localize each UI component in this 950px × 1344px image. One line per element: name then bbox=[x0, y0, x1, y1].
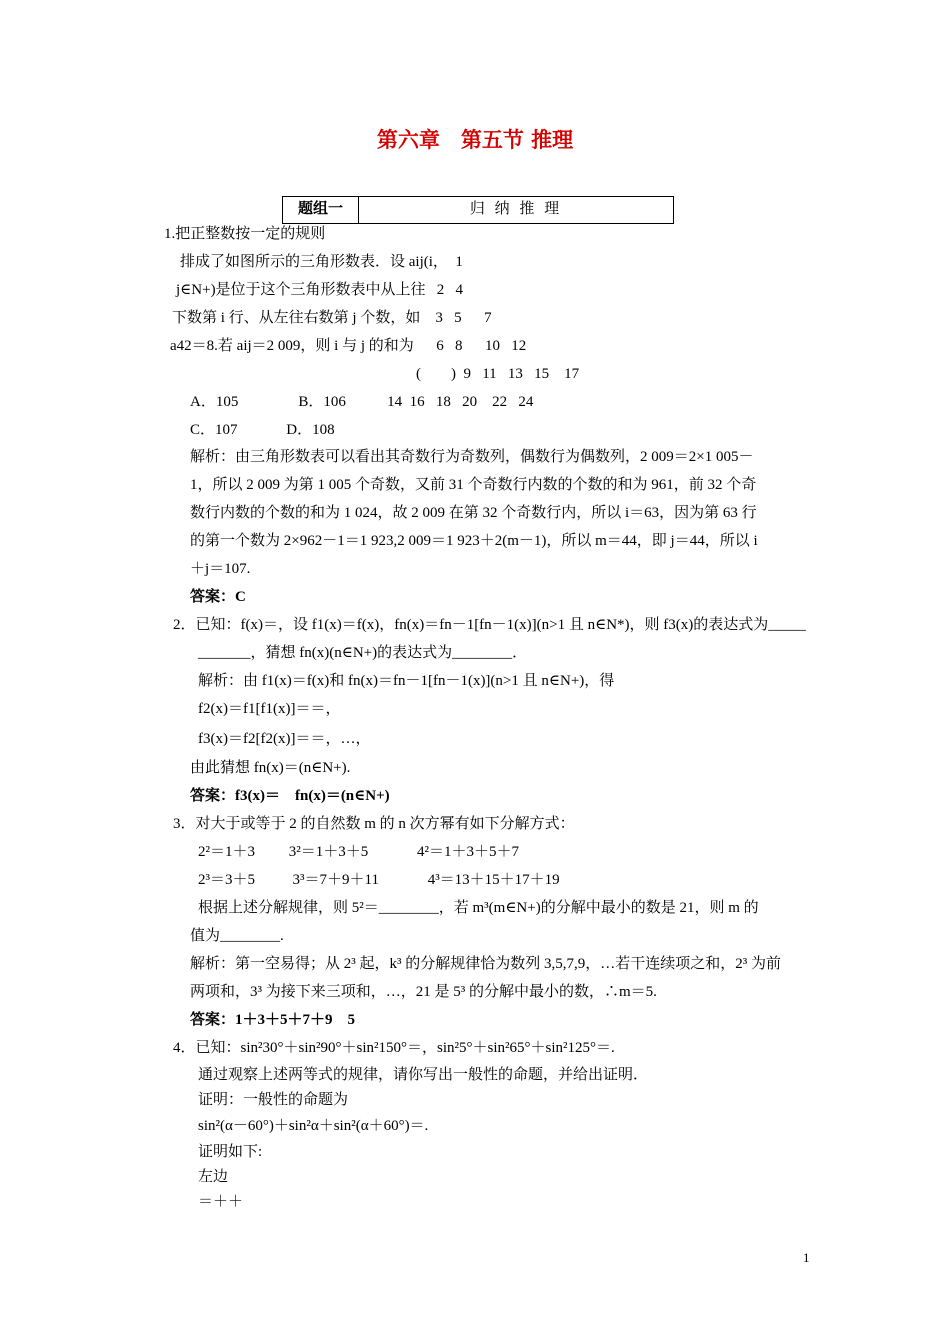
section-label: 题组一 bbox=[283, 197, 359, 223]
problem-1-options: A．105 B．106 14 16 18 20 22 24 bbox=[190, 394, 534, 410]
problem-3-line: 2²＝1＋3 3²＝1＋3＋5 4²＝1＋3＋5＋7 bbox=[198, 844, 519, 860]
problem-1-line: 排成了如图所示的三角形数表．设 aij(i， 1 bbox=[180, 254, 463, 270]
solution-line: 解析：由三角形数表可以看出其奇数行为奇数列，偶数行为偶数列，2 009＝2×1 005－ bbox=[190, 449, 754, 465]
problem-1-options: C．107 D．108 bbox=[190, 422, 335, 438]
section-topic: 归 纳 推 理 bbox=[469, 201, 563, 217]
problem-1-line: ( ) 9 11 13 15 17 bbox=[416, 366, 580, 382]
proof-line: sin²(α－60°)＋sin²α＋sin²(α＋60°)＝. bbox=[198, 1118, 429, 1134]
solution-line: 由此猜想 fn(x)＝(n∈N+). bbox=[190, 760, 351, 776]
solution-line: f3(x)＝f2[f2(x)]＝＝，…， bbox=[198, 731, 371, 747]
solution-line: 的第一个数为 2×962－1＝1 923,2 009＝1 923＋2(m－1)，所以 m＝44，即 j＝44，所以 i bbox=[190, 533, 758, 549]
problem-3-line: 2³＝3＋5 3³＝7＋9＋11 4³＝13＋15＋17＋19 bbox=[198, 872, 560, 888]
solution-line: 数行内数的个数的和为 1 024，故 2 009 在第 32 个奇数行内，所以 i＝63，因为第 63 行 bbox=[190, 505, 757, 521]
problem-1-line: a42＝8.若 aij＝2 009，则 i 与 j 的和为 6 8 10 12 bbox=[170, 338, 527, 354]
proof-line: ＝＋＋ bbox=[198, 1194, 244, 1210]
solution-line: 解析：第一空易得；从 2³ 起，k³ 的分解规律恰为数列 3,5,7,9，…若干连续项之和，2³ 为前 bbox=[190, 956, 781, 972]
section-box bbox=[282, 196, 674, 224]
solution-line: 解析：由 f1(x)＝f(x)和 fn(x)＝fn－1[fn－1(x)](n>1 且 n∈N+)，得 bbox=[198, 673, 615, 689]
problem-3-line: 值为________. bbox=[190, 928, 284, 944]
solution-line: 两项和，3³ 为接下来三项和，…，21 是 5³ 的分解中最小的数，∴m＝5. bbox=[190, 984, 657, 1000]
page-number: 1 bbox=[803, 1250, 810, 1265]
problem-1-line: 下数第 i 行、从左往右数第 j 个数，如 3 5 7 bbox=[172, 310, 492, 326]
problem-2-line: _______，猜想 fn(x)(n∈N+)的表达式为________． bbox=[198, 645, 528, 661]
problem-4-line: 通过观察上述两等式的规律，请你写出一般性的命题，并给出证明． bbox=[198, 1067, 649, 1083]
page-title: 第六章 第五节 推理 bbox=[376, 128, 574, 152]
answer-line: 答案：f3(x)＝ fn(x)＝(n∈N+) bbox=[190, 788, 390, 804]
proof-line: 证明：一般性的命题为 bbox=[198, 1092, 349, 1108]
proof-line: 左边 bbox=[198, 1169, 229, 1185]
solution-line: ＋j＝107. bbox=[190, 561, 251, 577]
problem-3-line: 3．对大于或等于 2 的自然数 m 的 n 次方幂有如下分解方式： bbox=[173, 816, 575, 832]
solution-line: f2(x)＝f1[f1(x)]＝＝， bbox=[198, 701, 341, 717]
proof-line: 证明如下: bbox=[198, 1144, 263, 1160]
answer-line: 答案：C bbox=[190, 589, 246, 605]
problem-1-line: j∈N+)是位于这个三角形数表中从上往 2 4 bbox=[176, 282, 464, 298]
answer-line: 答案：1＋3＋5＋7＋9 5 bbox=[190, 1012, 356, 1028]
problem-4-line: 4．已知：sin²30°＋sin²90°＋sin²150°＝，sin²5°＋sin²65°＋sin²125°＝. bbox=[173, 1040, 615, 1056]
problem-2-line: 2．已知：f(x)＝，设 f1(x)＝f(x)，fn(x)＝fn－1[fn－1(x)](n>1 且 n∈N*)，则 f3(x)的表达式为_____ bbox=[173, 617, 806, 633]
problem-1-line: 1.把正整数按一定的规则 bbox=[164, 226, 326, 242]
problem-3-line: 根据上述分解规律，则 5²＝________，若 m³(m∈N+)的分解中最小的数是 21，则 m 的 bbox=[198, 900, 759, 916]
solution-line: 1，所以 2 009 为第 1 005 个奇数，又前 31 个奇数行内数的个数的和为 961，前 32 个奇 bbox=[190, 477, 757, 493]
